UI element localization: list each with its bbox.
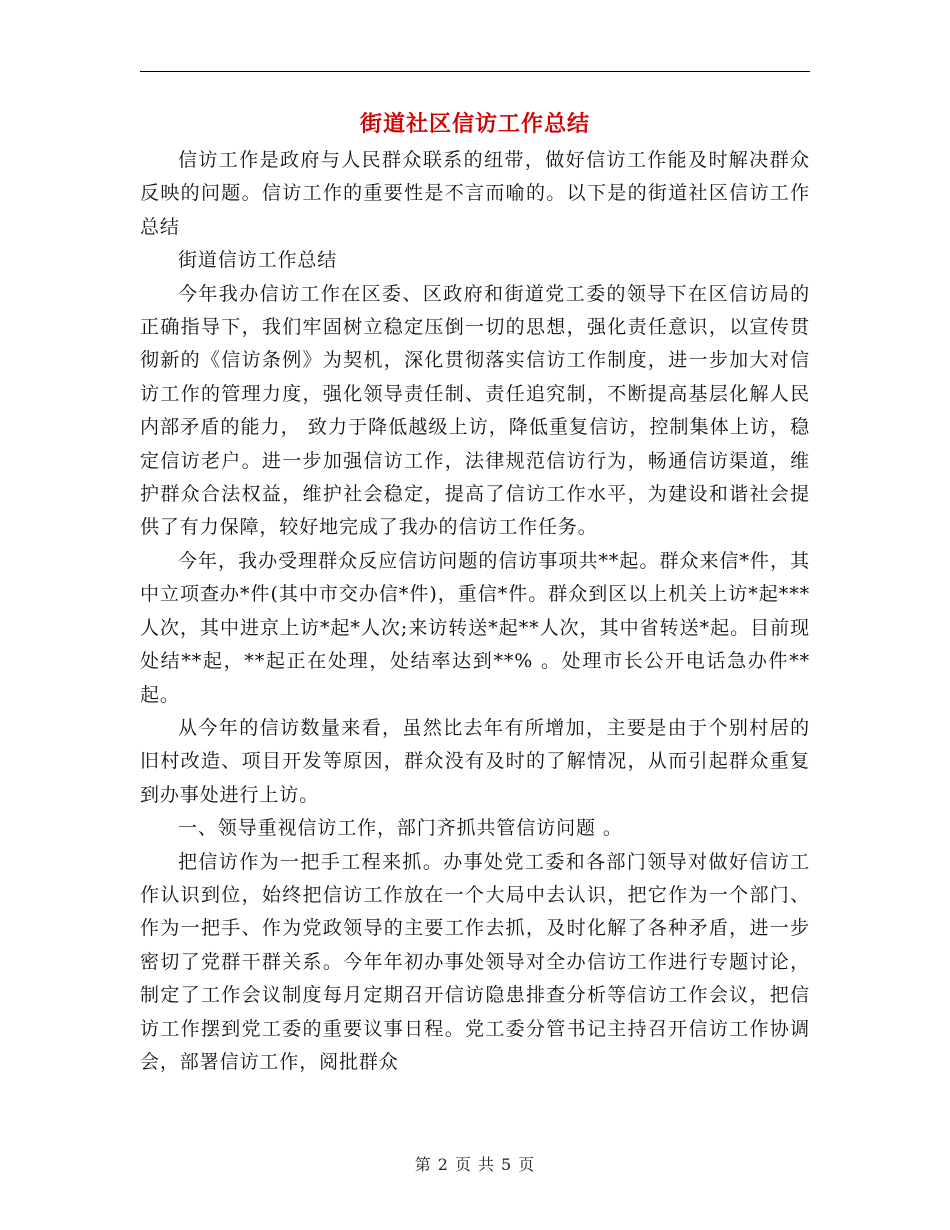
paragraph-statistics: 今年，我办受理群众反应信访问题的信访事项共**起。群众来信*件，其中立项查办*件(其中市交办信*件)，重信*件。群众到区以上机关上访*起***人次，其中进京上访*起*人次;来访转送*起**人次，其中省转送*起。目前现处结**起，**起正在处理，处结率达到**% 。处理市长公开电话急办件**起。 (140, 549, 810, 706)
footer-prefix: 第 (414, 1155, 432, 1174)
footer-suffix: 页 (518, 1155, 536, 1174)
header-rule (140, 71, 810, 72)
document-body (140, 144, 810, 1079)
page-number-footer (0, 1152, 950, 1175)
paragraph-analysis: 从今年的信访数量来看，虽然比去年有所增加，主要是由于个别村居的旧村改造、项目开发等原因，群众没有及时的了解情况，从而引起群众重复到办事处进行上访。 (140, 716, 810, 806)
paragraph-overview: 今年我办信访工作在区委、区政府和街道党工委的领导下在区信访局的正确指导下，我们牢固树立稳定压倒一切的思想，强化责任意识，以宣传贯彻新的《信访条例》为契机，深化贯彻落实信访工作制度，进一步加大对信访工作的管理力度，强化领导责任制、责任追究制，不断提高基层化解人民内部矛盾的能力， 致力于降低越级上访，降低重复信访，控制集体上访，稳定信访老户。进一步加强信访工作，法律规范信访行为，畅通信访渠道，维护群众合法权益，维护社会稳定，提高了信访工作水平，为建设和谐社会提供了有力保障，较好地完成了我办的信访工作任务。 (140, 282, 810, 539)
paragraph-intro: 信访工作是政府与人民群众联系的纽带，做好信访工作能及时解决群众反映的问题。信访工作的重要性是不言而喻的。以下是的街道社区信访工作总结 (140, 149, 810, 238)
footer-total-pages: 5 (501, 1155, 513, 1174)
footer-page-word: 页 (454, 1155, 472, 1174)
paragraph-leadership: 把信访作为一把手工程来抓。办事处党工委和各部门领导对做好信访工作认识到位，始终把信访工作放在一个大局中去认识，把它作为一个部门、作为一把手、作为党政领导的主要工作去抓，及时化解了各种矛盾，进一步密切了党群干群关系。今年年初办事处领导对全办信访工作进行专题讨论，制定了工作会议制度每月定期召开信访隐患排查分析等信访工作会议，把信访工作摆到党工委的重要议事日程。党工委分管书记主持召开信访工作协调会，部署信访工作，阅批群众 (140, 850, 810, 1073)
footer-total-word: 共 (478, 1155, 496, 1174)
paragraph-subtitle: 街道信访工作总结 (178, 249, 338, 272)
section-heading-1: 一、领导重视信访工作，部门齐抓共管信访问题 。 (178, 817, 623, 840)
footer-current-page: 2 (437, 1155, 449, 1174)
document-title: 街道社区信访工作总结 (359, 111, 590, 137)
